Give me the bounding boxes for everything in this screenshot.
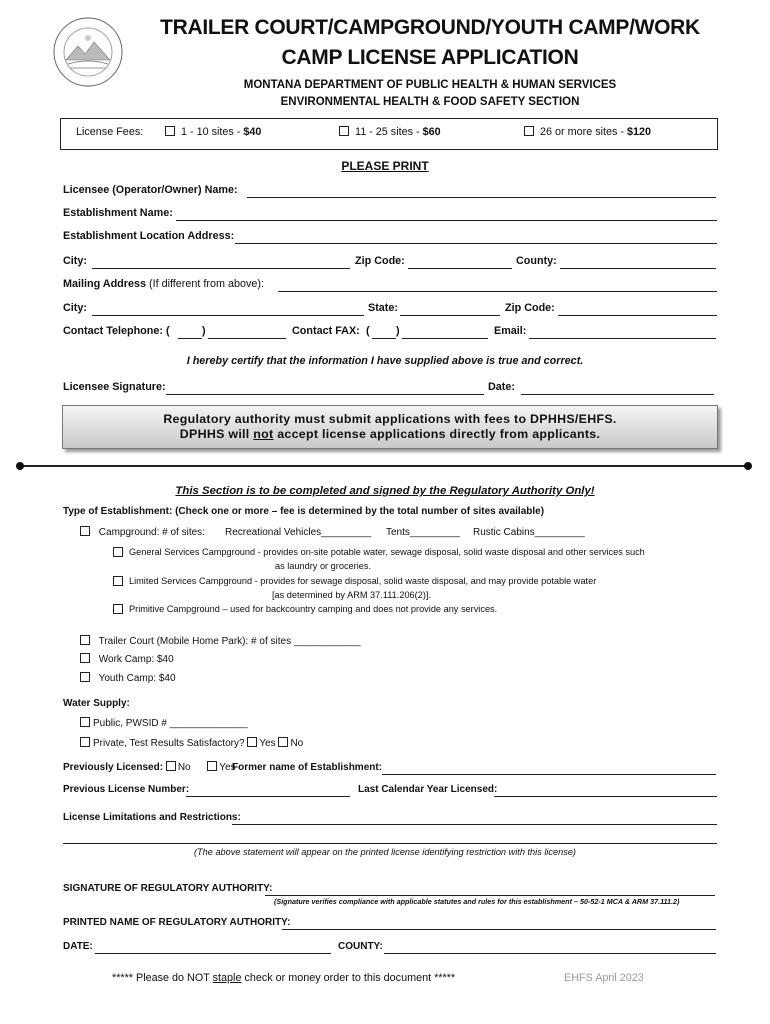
licensee-signature-label: Licensee Signature:	[63, 381, 166, 393]
location-address-label: Establishment Location Address:	[63, 230, 235, 242]
signature-date-field[interactable]	[521, 394, 714, 395]
notice-line1: Regulatory authority must submit applications with fees to DPHHS/EHFS.	[163, 412, 617, 426]
county-label: County:	[516, 255, 557, 267]
notice-line2: DPHHS will not accept license applications directly from applicants.	[179, 427, 601, 441]
checkbox-icon[interactable]	[80, 653, 90, 663]
form-title-line2: CAMP LICENSE APPLICATION	[281, 46, 579, 69]
checkbox-icon[interactable]	[113, 576, 123, 586]
contact-fax-label: Contact FAX:	[292, 325, 360, 337]
trailer-court-option[interactable]: Trailer Court (Mobile Home Park): # of sites ____________	[80, 636, 361, 647]
private-option[interactable]: Private, Test Results Satisfactory? Yes No	[80, 738, 303, 749]
state-field[interactable]	[400, 315, 500, 316]
signature-authority-field[interactable]	[265, 895, 715, 896]
fee-option-1[interactable]: 1 - 10 sites - $40	[165, 126, 261, 138]
regulatory-section-heading: This Section is to be completed and signed by the Regulatory Authority Only!	[175, 485, 595, 497]
state-label: State:	[368, 302, 398, 314]
signature-date-label: Date:	[488, 381, 515, 393]
checkbox-icon[interactable]	[80, 672, 90, 682]
form-version: EHFS April 2023	[564, 972, 644, 984]
limitations-field-1[interactable]	[232, 824, 717, 825]
limitations-field-2[interactable]	[63, 843, 717, 844]
montana-state-seal	[52, 16, 124, 88]
establishment-type-label: Type of Establishment: (Check one or more – fee is determined by the total number of sites available)	[63, 506, 545, 517]
mailing-zip-field[interactable]	[558, 315, 717, 316]
checkbox-icon[interactable]	[247, 737, 257, 747]
license-fees-box	[60, 118, 718, 150]
fee-option-3[interactable]: 26 or more sites - $120	[524, 126, 651, 138]
primitive-option[interactable]: Primitive Campground – used for backcountry camping and does not provide any services.	[113, 604, 497, 615]
license-fees-label: License Fees:	[76, 126, 144, 138]
fax-area-code-field[interactable]	[372, 338, 396, 339]
rustic-cabins-field[interactable]: Rustic Cabins_________	[473, 527, 585, 538]
paren-close-2: )	[396, 325, 400, 337]
department-name: MONTANA DEPARTMENT OF PUBLIC HEALTH & HUMAN SERVICES	[243, 79, 617, 91]
establishment-name-label: Establishment Name:	[63, 207, 173, 219]
fax-number-field[interactable]	[402, 338, 488, 339]
mailing-zip-label: Zip Code:	[505, 302, 555, 314]
authority-date-field[interactable]	[95, 953, 331, 954]
contact-telephone-label: Contact Telephone: (	[63, 325, 170, 337]
paren-open: (	[366, 325, 370, 337]
zip-code-field[interactable]	[408, 268, 512, 269]
fee-option-2[interactable]: 11 - 25 sites - $60	[339, 126, 441, 138]
location-address-field[interactable]	[235, 243, 717, 244]
checkbox-icon[interactable]	[524, 126, 534, 136]
former-name-field[interactable]	[382, 774, 716, 775]
printed-name-label: PRINTED NAME OF REGULATORY AUTHORITY:	[63, 917, 291, 928]
establishment-name-field[interactable]	[176, 220, 717, 221]
email-field[interactable]	[529, 338, 716, 339]
last-year-field[interactable]	[494, 796, 717, 797]
mailing-city-field[interactable]	[92, 315, 364, 316]
section-name: ENVIRONMENTAL HEALTH & FOOD SAFETY SECTION	[280, 96, 580, 108]
checkbox-icon[interactable]	[207, 761, 217, 771]
general-services-option[interactable]: General Services Campground - provides on-site potable water, sewage disposal, solid waste disposal and other services such	[113, 547, 645, 558]
please-print: PLEASE PRINT	[341, 159, 429, 173]
checkbox-icon[interactable]	[165, 126, 175, 136]
authority-county-field[interactable]	[384, 953, 716, 954]
checkbox-icon[interactable]	[166, 761, 176, 771]
tents-field[interactable]: Tents_________	[386, 527, 460, 538]
last-year-label: Last Calendar Year Licensed:	[358, 784, 498, 795]
former-name-label: Former name of Establishment:	[232, 762, 383, 773]
form-title-line1: TRAILER COURT/CAMPGROUND/YOUTH CAMP/WORK	[160, 16, 700, 39]
divider-dot-left	[16, 462, 24, 470]
checkbox-icon[interactable]	[80, 635, 90, 645]
water-supply-label: Water Supply:	[63, 698, 130, 709]
email-label: Email:	[494, 325, 527, 337]
work-camp-option[interactable]: Work Camp: $40	[80, 654, 174, 665]
mailing-address-field[interactable]	[278, 291, 717, 292]
checkbox-icon[interactable]	[278, 737, 288, 747]
prev-license-number-label: Previous License Number:	[63, 784, 190, 795]
city-field[interactable]	[92, 268, 350, 269]
signature-authority-label: SIGNATURE OF REGULATORY AUTHORITY:	[63, 883, 273, 894]
licensee-signature-field[interactable]	[166, 394, 484, 395]
checkbox-icon[interactable]	[113, 604, 123, 614]
mailing-address-label: Mailing Address (If different from above):	[63, 278, 265, 290]
submission-notice	[62, 405, 718, 449]
campground-option[interactable]: Campground: # of sites:	[80, 527, 205, 538]
paren-close: )	[202, 325, 206, 337]
checkbox-icon[interactable]	[339, 126, 349, 136]
signature-compliance-note: (Signature verifies compliance with applicable statutes and rules for this establishment – 50-52-1 MCA & ARM 37.111.2)	[274, 897, 680, 906]
certify-statement: I hereby certify that the information I have supplied above is true and correct.	[186, 355, 584, 367]
checkbox-icon[interactable]	[80, 737, 90, 747]
previously-licensed[interactable]: Previously Licensed: No Yes	[63, 762, 236, 773]
public-pwsid-option[interactable]: Public, PWSID # ______________	[80, 718, 248, 729]
divider-dot-right	[744, 462, 752, 470]
checkbox-icon[interactable]	[80, 526, 90, 536]
limited-services-option[interactable]: Limited Services Campground - provides for sewage disposal, solid waste disposal, and may provide potable water	[113, 576, 596, 587]
checkbox-icon[interactable]	[80, 717, 90, 727]
licensee-name-label: Licensee (Operator/Owner) Name:	[63, 184, 238, 196]
printed-name-field[interactable]	[282, 929, 716, 930]
limitations-label: License Limitations and Restrictions:	[63, 812, 241, 823]
rec-vehicles-field[interactable]: Recreational Vehicles_________	[225, 527, 372, 538]
telephone-number-field[interactable]	[208, 338, 286, 339]
authority-county-label: COUNTY:	[338, 941, 383, 952]
zip-code-label: Zip Code:	[355, 255, 405, 267]
youth-camp-option[interactable]: Youth Camp: $40	[80, 673, 176, 684]
section-divider	[18, 465, 750, 467]
telephone-area-code-field[interactable]	[178, 338, 202, 339]
prev-license-number-field[interactable]	[186, 796, 350, 797]
limited-services-cont: [as determined by ARM 37.111.206(2)].	[272, 590, 431, 600]
general-services-cont: as laundry or groceries.	[275, 561, 372, 571]
limitations-note: (The above statement will appear on the printed license identifying restriction with this license)	[194, 847, 576, 857]
staple-warning: ***** Please do NOT staple check or money order to this document *****	[112, 972, 456, 984]
city-label: City:	[63, 255, 87, 267]
county-field[interactable]	[560, 268, 716, 269]
authority-date-label: DATE:	[63, 941, 93, 952]
checkbox-icon[interactable]	[113, 547, 123, 557]
mailing-city-label: City:	[63, 302, 87, 314]
licensee-name-field[interactable]	[247, 197, 716, 198]
